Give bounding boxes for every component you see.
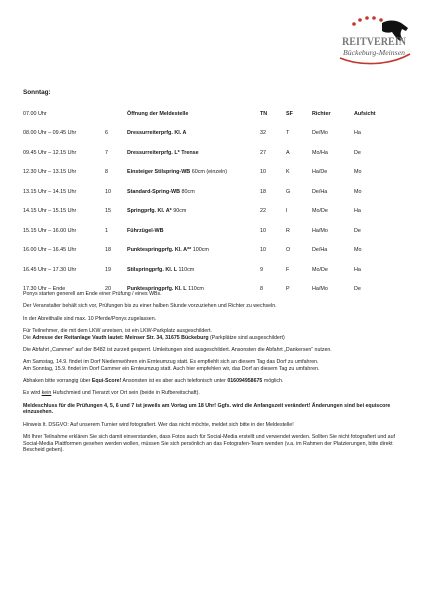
row-desc [127, 143, 260, 163]
table-row [23, 221, 385, 241]
table-row [23, 182, 385, 202]
note-harvest [23, 359, 408, 372]
row-nr: 15 [105, 208, 111, 215]
row-desc [127, 221, 260, 241]
row-desc [127, 163, 260, 183]
row-aufsicht: Mo [354, 247, 362, 254]
row-nr: 8 [105, 169, 108, 176]
row-tn: 27 [260, 149, 266, 156]
row-sf: K [286, 169, 290, 176]
row-desc-bold: Dressurreiterprfg. L* Trense [127, 149, 199, 156]
row-richter: Mo/De [312, 266, 328, 273]
row-desc-rest: 100cm [191, 247, 209, 254]
note-road-closure: Die Abfahrt „Cammer“ auf der B482 ist zurzeit gesperrt. Umleitungen sind ausgeschildert. Ansonsten die Abfahrt „Dankersen“ nutzen. [23, 346, 332, 353]
row-desc-bold: Stilspringprfg. Kl. L [127, 266, 178, 273]
row-nr: 19 [105, 266, 111, 273]
row-desc-rest: 110cm [177, 266, 195, 273]
row-desc-bold: Einsteiger Stilspring-WB [127, 169, 191, 176]
row-aufsicht: Mo [354, 188, 362, 195]
row-desc [127, 124, 260, 144]
note-harvest-sun: Am Sonntag, 15.9. findet im Dorf Cammer ein Ernteumzug statt. Auch hier empfehlen wir, das Dorf an diesem Tag zu umfahren. [23, 365, 320, 372]
row-desc-bold: Punktespringprfg. Kl. L [127, 286, 187, 293]
row-aufsicht: Mo [354, 169, 362, 176]
logo-text-line1: REITVEREIN [342, 34, 407, 48]
row-tn: 10 [260, 227, 266, 234]
row-sf: A [286, 149, 290, 156]
row-time: 15.15 Uhr – 16.00 Uhr [23, 227, 77, 234]
note-harvest-sat: Am Samstag, 14.9. findet im Dorf Niedernwöhren ein Ernteumzug statt. Es empfiehlt sich an diesem Tag das Dorf zu umfahren. [23, 359, 319, 366]
logo-text-line2: Bückeburg-Meinsen [343, 48, 406, 57]
row-desc-bold: Dressurreiterprfg. Kl. A [127, 130, 187, 137]
row-tn: 10 [260, 247, 266, 254]
row-sf: O [286, 247, 291, 254]
note-checkin-post: möglich. [262, 378, 284, 385]
row-desc-rest: 80cm [180, 188, 195, 195]
note-address-pre: Die [23, 334, 33, 341]
row-desc-bold: Springprfg. Kl. A* [127, 208, 172, 215]
note-organizer: Der Veranstalter behält sich vor, Prüfungen bis zu einer halben Stunde vorzuziehen und Richter zu wechseln. [23, 303, 277, 310]
header-aufsicht: Aufsicht [354, 110, 376, 117]
row-aufsicht: Ha [354, 130, 361, 137]
notes-section [23, 291, 408, 460]
row-desc [127, 182, 260, 202]
row-tn: 10 [260, 169, 266, 176]
row-time: 14.15 Uhr – 15.15 Uhr [23, 208, 77, 215]
row-desc-rest: 90cm [171, 208, 187, 215]
note-warmup: In der Abreithalle sind max. 10 Pferde/Ponys zugelassen. [23, 315, 157, 322]
star-icon [352, 16, 383, 26]
row-time: 17.30 Uhr – Ende [23, 286, 66, 293]
day-heading: Sonntag: [23, 89, 51, 96]
note-ponys: Ponys starten generell am Ende einer Prüfung / eines WBs. [23, 291, 162, 297]
row-tn: 32 [260, 130, 266, 137]
note-photo-consent: Mit Ihrer Teilnahme erklären Sie sich damit einverstanden, dass Fotos auch für Social-Media erstellt und verwendet werden. Sollten Sie nicht fotografiert und auf Social-Media Plattformen gesehen werden wollen, müssen Sie sich persönlich an das Fotografen-Team wenden (v.a. im Rahmen der Platzierungen, bitte direkt Bescheid geben). [23, 434, 395, 454]
note-lkw: Für Teilnehmer, die mit dem LKW anreisen, ist ein LKW-Parkplatz ausgeschildert. [23, 327, 212, 334]
row-sf: P [286, 286, 290, 293]
row-desc-bold: Standard-Spring-WB [127, 188, 181, 195]
header-time: 07.00 Uhr [23, 110, 47, 117]
note-vet-post: Hufschmied und Tierarzt vor Ort sein (beide in Rufbereitschaft). [51, 390, 200, 397]
row-richter: Ha/Mo [312, 286, 328, 293]
note-dsgvo: Hinweis lt. DSGVO: Auf unserem Turnier wird fotografiert. Wer das nicht möchte, meldet sich bitte in der Meldestelle! [23, 421, 294, 428]
note-vet-pre: Es wird [23, 390, 42, 397]
row-richter: Mo/De [312, 208, 328, 215]
table-row [23, 143, 385, 163]
table-header-row [23, 104, 385, 124]
row-aufsicht: De [354, 286, 361, 293]
note-checkin-mid: Ansonsten ist es aber auch telefonisch unter [121, 378, 228, 385]
row-sf: I [286, 208, 288, 215]
row-richter: Ha/Mo [312, 227, 328, 234]
row-richter: De/Ha [312, 188, 328, 195]
row-nr: 10 [105, 188, 111, 195]
row-nr: 6 [105, 130, 108, 137]
row-tn: 9 [260, 266, 263, 273]
row-time: 16.45 Uhr – 17.30 Uhr [23, 266, 77, 273]
row-nr: 20 [105, 286, 111, 293]
header-tn: TN [260, 110, 268, 117]
table-row [23, 241, 385, 261]
equiscore-text: Equi-Score! [91, 378, 122, 385]
row-desc [127, 260, 260, 280]
row-sf: T [286, 130, 290, 137]
header-nr [105, 104, 127, 124]
row-tn: 8 [260, 286, 263, 293]
note-vet [23, 390, 408, 397]
note-vet-underlined: kein [41, 390, 52, 397]
schedule-table [23, 104, 385, 299]
row-sf: F [286, 266, 290, 273]
row-time: 16.00 Uhr – 16.45 Uhr [23, 247, 77, 254]
table-row [23, 163, 385, 183]
header-richter: Richter [312, 110, 331, 117]
row-nr: 1 [105, 227, 108, 234]
club-logo [334, 14, 414, 74]
row-aufsicht: Ha [354, 208, 361, 215]
row-nr: 18 [105, 247, 111, 254]
row-richter: De/Mo [312, 130, 328, 137]
row-time: 12.30 Uhr – 13.15 Uhr [23, 169, 77, 176]
row-desc [127, 202, 260, 222]
row-sf: R [286, 227, 290, 234]
row-desc-rest: 110cm [186, 286, 204, 293]
row-richter: Ha/De [312, 169, 328, 176]
table-row [23, 260, 385, 280]
row-aufsicht: De [354, 227, 361, 234]
row-time: 13.15 Uhr – 14.15 Uhr [23, 188, 77, 195]
header-sf: SF [286, 110, 293, 117]
row-tn: 18 [260, 188, 266, 195]
phone-number: 016094958675 [227, 378, 263, 385]
row-nr: 7 [105, 149, 108, 156]
venue-address: Adresse der Reitanlage Vauth lautet: Meinser Str. 34, 31675 Bückeburg [32, 334, 209, 341]
row-desc-rest: 60cm (einzeln) [190, 169, 228, 176]
note-checkin [23, 378, 408, 385]
note-checkin-pre: Abhaken bitte vorrangig über [23, 378, 92, 385]
row-richter: Mo/Ha [312, 149, 328, 156]
table-row [23, 124, 385, 144]
row-aufsicht: De [354, 149, 361, 156]
row-richter: De/Ha [312, 247, 328, 254]
note-address [23, 328, 408, 341]
row-tn: 22 [260, 208, 266, 215]
row-desc-bold: Punktespringprfg. Kl. A** [127, 247, 192, 254]
row-sf: G [286, 188, 291, 195]
table-row [23, 202, 385, 222]
note-address-post: (Parkplätze sind ausgeschildert) [208, 334, 285, 341]
row-aufsicht: Ha [354, 266, 361, 273]
row-desc-bold: Führzügel-WB [127, 227, 164, 234]
row-desc [127, 241, 260, 261]
note-deadline: Meldeschluss für die Prüfungen 4, 5, 6 und 7 ist jeweils am Vortag um 18 Uhr! Ggfs. wird die Anfangszeit verändert! Änderungen sind bei equiscore einzusehen. [23, 402, 391, 416]
row-time: 08.00 Uhr – 09.45 Uhr [23, 130, 77, 137]
header-desc: Öffnung der Meldestelle [127, 110, 189, 117]
row-time: 09.45 Uhr – 12.15 Uhr [23, 149, 77, 156]
